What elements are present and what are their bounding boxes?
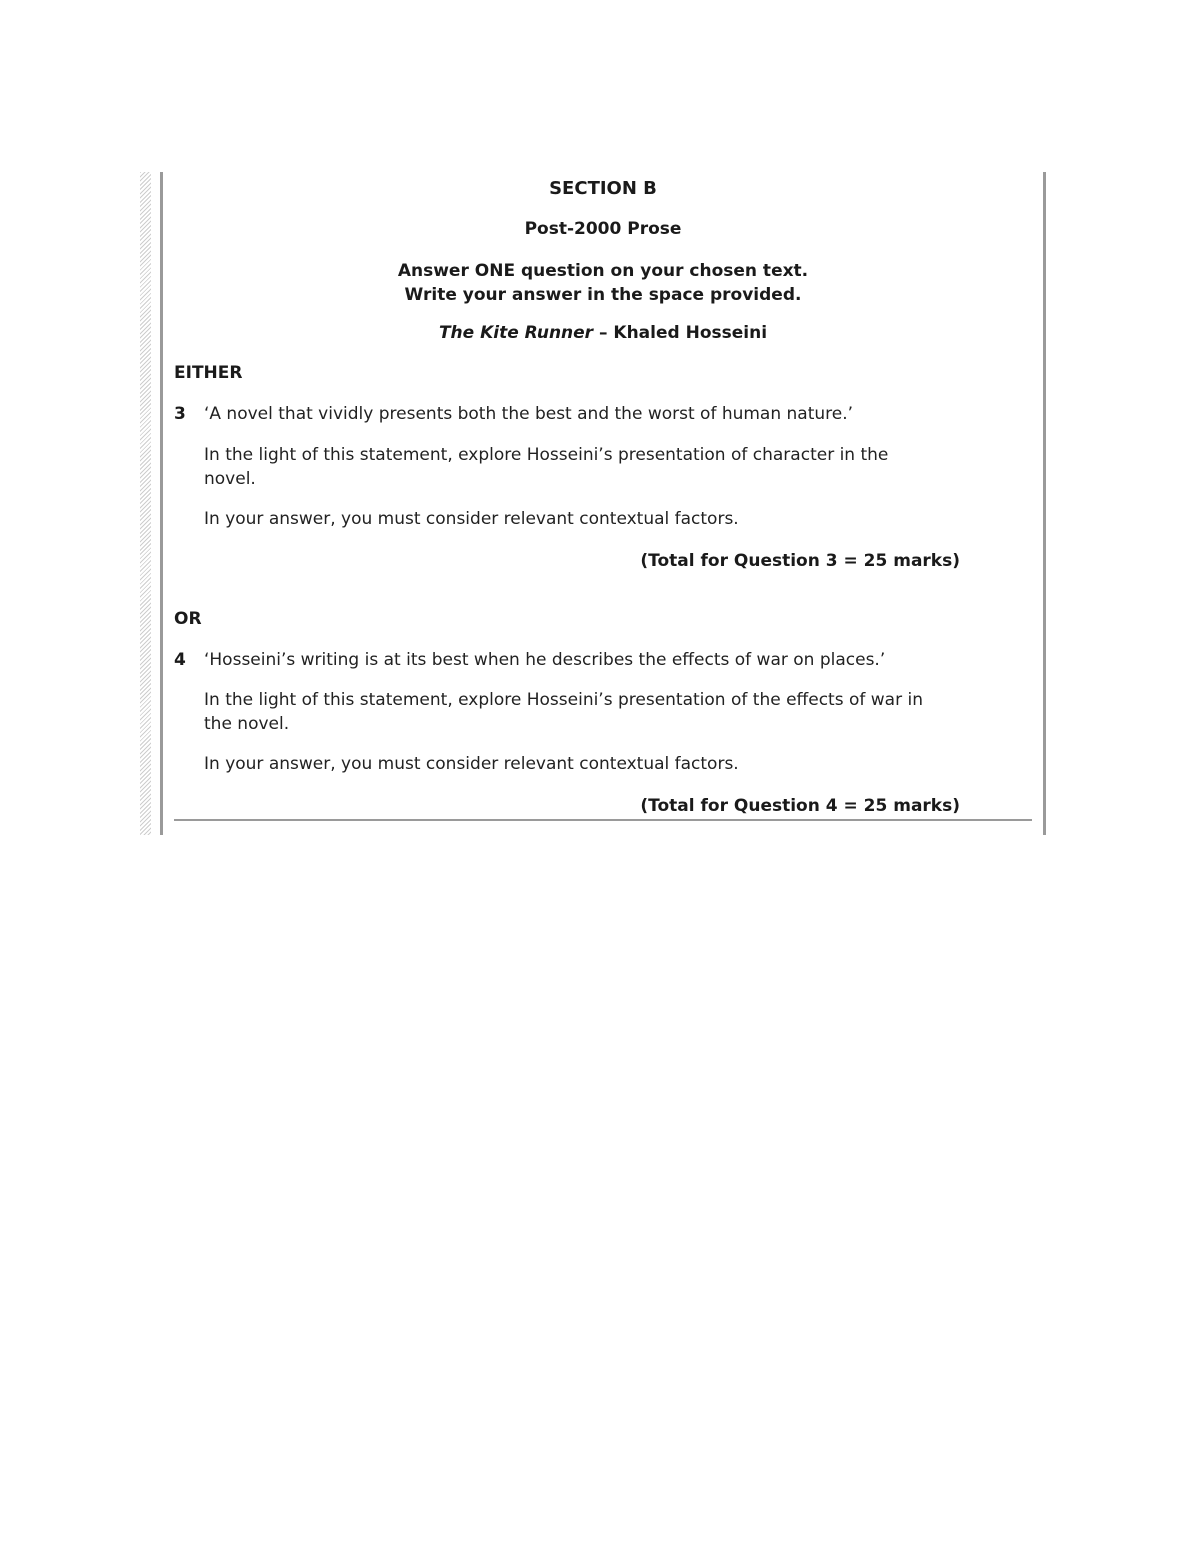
question-context: In your answer, you must consider relevant contextual factors. (204, 509, 739, 529)
right-border-rule (1043, 172, 1046, 835)
text-title: The Kite Runner (438, 323, 594, 343)
question-prompt: In the light of this statement, explore Hosseini’s presentation of character in the novel. (204, 445, 889, 489)
question-context: In your answer, you must consider relevant contextual factors. (204, 754, 739, 774)
left-border-rule (160, 172, 163, 835)
either-label: EITHER (174, 363, 243, 383)
question-number: 3 (174, 404, 186, 424)
question-quote: ‘Hosseini’s writing is at its best when he describes the effects of war on places.’ (204, 650, 886, 670)
question-quote: ‘A novel that vividly presents both the best and the worst of human nature.’ (204, 404, 854, 424)
instruction-line-2: Write your answer in the space provided. (404, 285, 802, 305)
bottom-rule (174, 819, 1032, 821)
question-total: (Total for Question 3 = 25 marks) (640, 551, 960, 571)
question-number: 4 (174, 650, 186, 670)
section-heading: SECTION B (549, 178, 657, 199)
or-label: OR (174, 609, 202, 629)
margin-hatch (140, 172, 151, 835)
question-total: (Total for Question 4 = 25 marks) (640, 796, 960, 816)
section-instructions (174, 259, 1032, 307)
section-subheading: Post-2000 Prose (524, 219, 682, 239)
text-author: – Khaled Hosseini (593, 323, 768, 343)
set-text-title (174, 323, 1032, 343)
question-prompt: In the light of this statement, explore Hosseini’s presentation of the effects of war in the novel. (204, 690, 923, 734)
instruction-line-1: Answer ONE question on your chosen text. (397, 261, 809, 281)
